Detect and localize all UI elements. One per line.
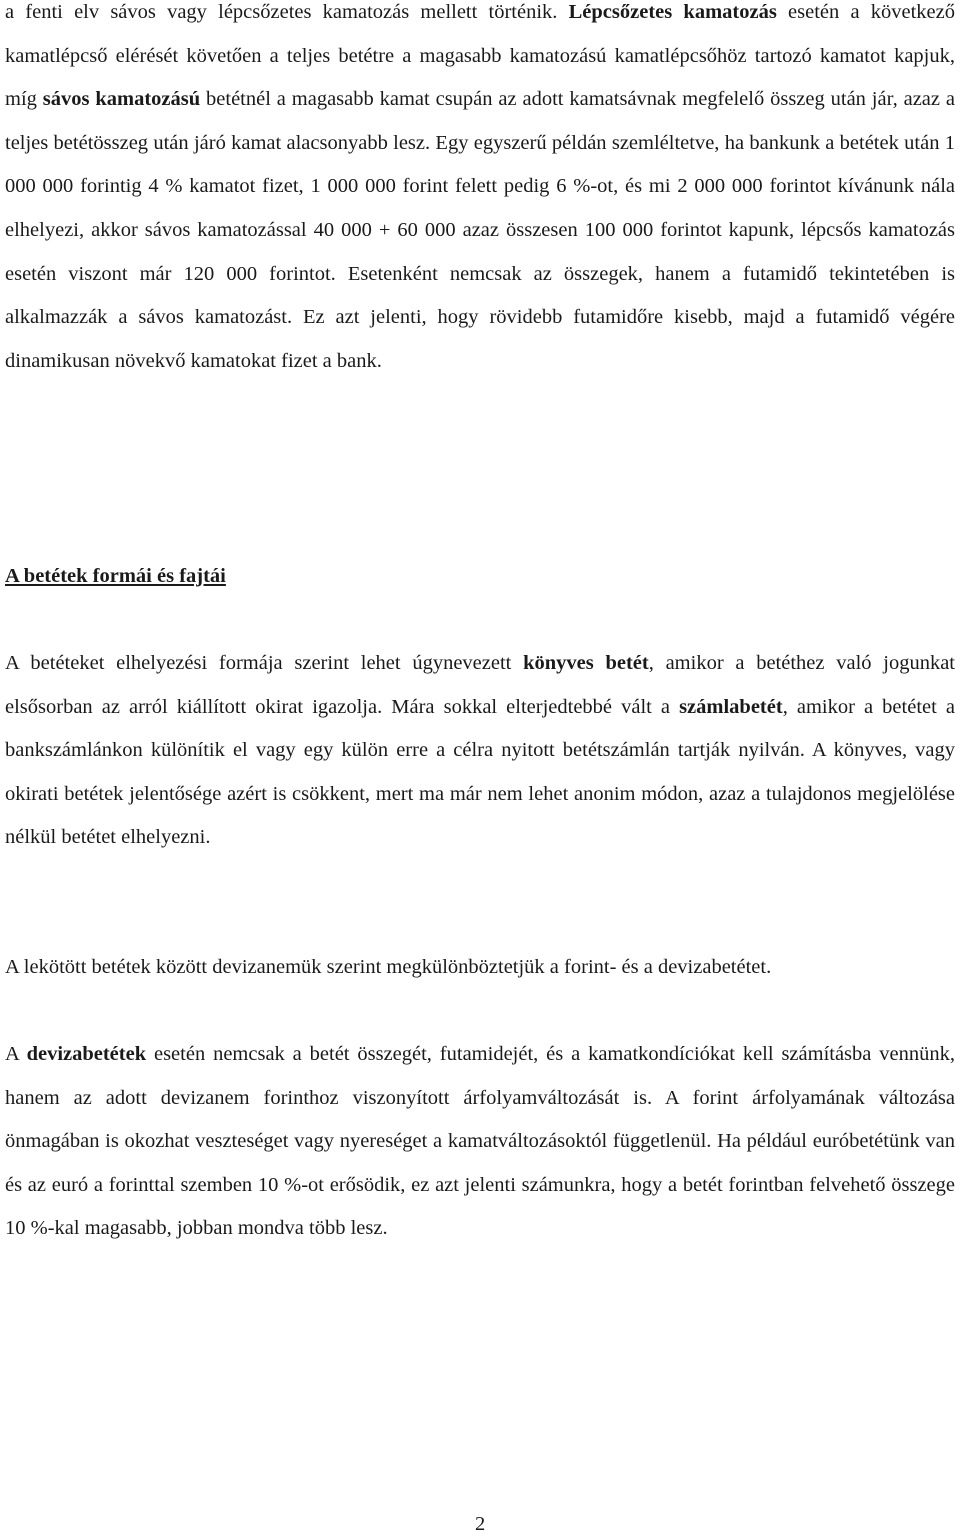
text-segment: , amikor a betéthez való jogunkat elsősorban az arról kiállított okirat igazolja. Mára sokkal elterjedtebbé vált a bbox=[5, 652, 955, 718]
paragraph-foreign-currency-deposits bbox=[5, 1033, 955, 1251]
bold-term-band-interest: sávos kamatozású bbox=[42, 88, 201, 111]
bold-term-stepped-interest: Lépcsőzetes kamatozás bbox=[568, 1, 777, 23]
paragraph-currency-distinction: A lekötött betétek között devizanemük szerint megkülönböztetjük a forint- és a devizabetétet. bbox=[5, 956, 772, 978]
paragraph-interest-types bbox=[5, 0, 955, 383]
bold-term-book-deposit: könyves betét bbox=[523, 652, 649, 674]
bold-term-account-deposit: számlabetét bbox=[679, 695, 783, 718]
text-segment: esetén a következő kamatlépcső elérését követően a teljes betétre a magasabb kamatozású kamatlépcsőhöz tartozó kamatot kapjuk, míg bbox=[5, 1, 955, 111]
section-heading: A betétek formái és fajtái bbox=[5, 565, 226, 587]
text-segment: betétnél a magasabb kamat csupán az adott kamatsávnak megfelelő összeg után jár, azaz a teljes betétösszeg után járó kamat alacsonyabb lesz. Egy egyszerű példán szemléltetve, ha bankunk a betétek után 1 000 000 forintig 4 % kamatot fizet, 1 000 000 forint felett pedig 6 %-ot, és mi 2 000 000 forintot kívánunk nála elhelyezi, akkor sávos kamatozással 40 000 + 60 000 azaz összesen 100 000 forintot kapunk, lépcsős kamatozás esetén viszont már 120 000 forintot. Esetenként nemcsak az összegek, hanem a futamidő tekintetében is alkalmazzák a sávos kamatozást. Ez azt jelenti, hogy rövidebb futamidőre kisebb, majd a futamidő végére dinamikusan növekvő kamatokat fizet a bank. bbox=[5, 88, 955, 372]
page-number: 2 bbox=[475, 1513, 486, 1535]
text-segment: A bbox=[5, 1043, 27, 1065]
text-segment: esetén nemcsak a betét összegét, futamidejét, és a kamatkondíciókat kell számításba vennünk, hanem az adott devizanem forinthoz viszonyított árfolyamváltozását is. A forint árfolyamának változása önmagában is okozhat veszteséget vagy nyereséget a kamatváltozásoktól függetlenül. Ha például euróbetétünk van és az euró a forinttal szemben 10 %-ot erősödik, ez azt jelenti számunkra, hogy a betét forintban felvehető összege 10 %-kal magasabb, jobban mondva több lesz. bbox=[5, 1043, 955, 1240]
text-segment: a fenti elv sávos vagy lépcsőzetes kamatozás mellett történik. bbox=[5, 1, 569, 23]
paragraph-deposit-forms bbox=[5, 642, 955, 860]
text-segment: A betéteket elhelyezési formája szerint lehet úgynevezett bbox=[5, 652, 524, 674]
text-segment: , amikor a betétet a bankszámlánkon különítik el vagy egy külön erre a célra nyitott betétszámlán tartják nyilván. A könyves, vagy okirati betétek jelentősége azért is csökkent, mert ma már nem lehet anonim módon, azaz a tulajdonos megjelölése nélkül betétet elhelyezni. bbox=[5, 695, 955, 849]
bold-term-foreign-currency-deposits: devizabetétek bbox=[26, 1043, 147, 1065]
